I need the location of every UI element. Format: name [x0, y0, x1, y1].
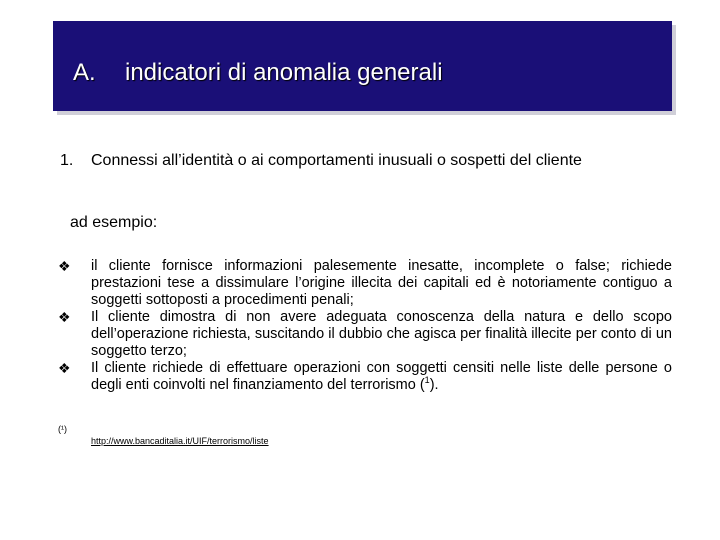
bullet-item: [58, 309, 672, 360]
bullet-text: Il cliente dimostra di non avere adeguata conoscenza della natura e dello scopo dell’operazione richiesta, suscitando il dubbio che agisca per finalità illecite per conto di un soggetto terzo;: [91, 309, 672, 359]
title-label: indicatori di anomalia generali: [125, 59, 443, 86]
footnote-ref: 1: [424, 375, 430, 386]
title-banner: [53, 21, 672, 111]
title-number: A.: [73, 59, 96, 86]
bullet-text-end: ).: [429, 377, 439, 393]
diamond-bullet-icon: ❖: [58, 360, 71, 376]
footnote-marker: (¹): [58, 424, 67, 434]
bullet-item: [58, 258, 672, 309]
section-number: 1.: [60, 152, 74, 169]
footnote-link[interactable]: http://www.bancaditalia.it/UIF/terrorismo/liste: [91, 436, 269, 446]
bullet-item: [58, 360, 672, 394]
section-heading: [60, 152, 670, 170]
diamond-bullet-icon: ❖: [58, 309, 71, 325]
diamond-bullet-icon: ❖: [58, 258, 71, 274]
bullet-text: Il cliente richiede di effettuare operazioni con soggetti censiti nelle liste delle persone o degli enti coinvolti nel finanziamento del terrorismo (: [91, 360, 672, 393]
section-text: Connessi all’identità o ai comportamenti inusuali o sospetti del cliente: [91, 152, 582, 169]
example-intro: ad esempio:: [70, 214, 158, 231]
slide-title: [73, 59, 443, 87]
bullet-list: [58, 258, 672, 394]
bullet-text: il cliente fornisce informazioni palesemente inesatte, incomplete o false; richiede prestazioni tese a dissimulare l’origine illecita dei capitali ed è notoriamente contiguo a soggetti sottoposti a procedimenti penali;: [91, 258, 672, 308]
